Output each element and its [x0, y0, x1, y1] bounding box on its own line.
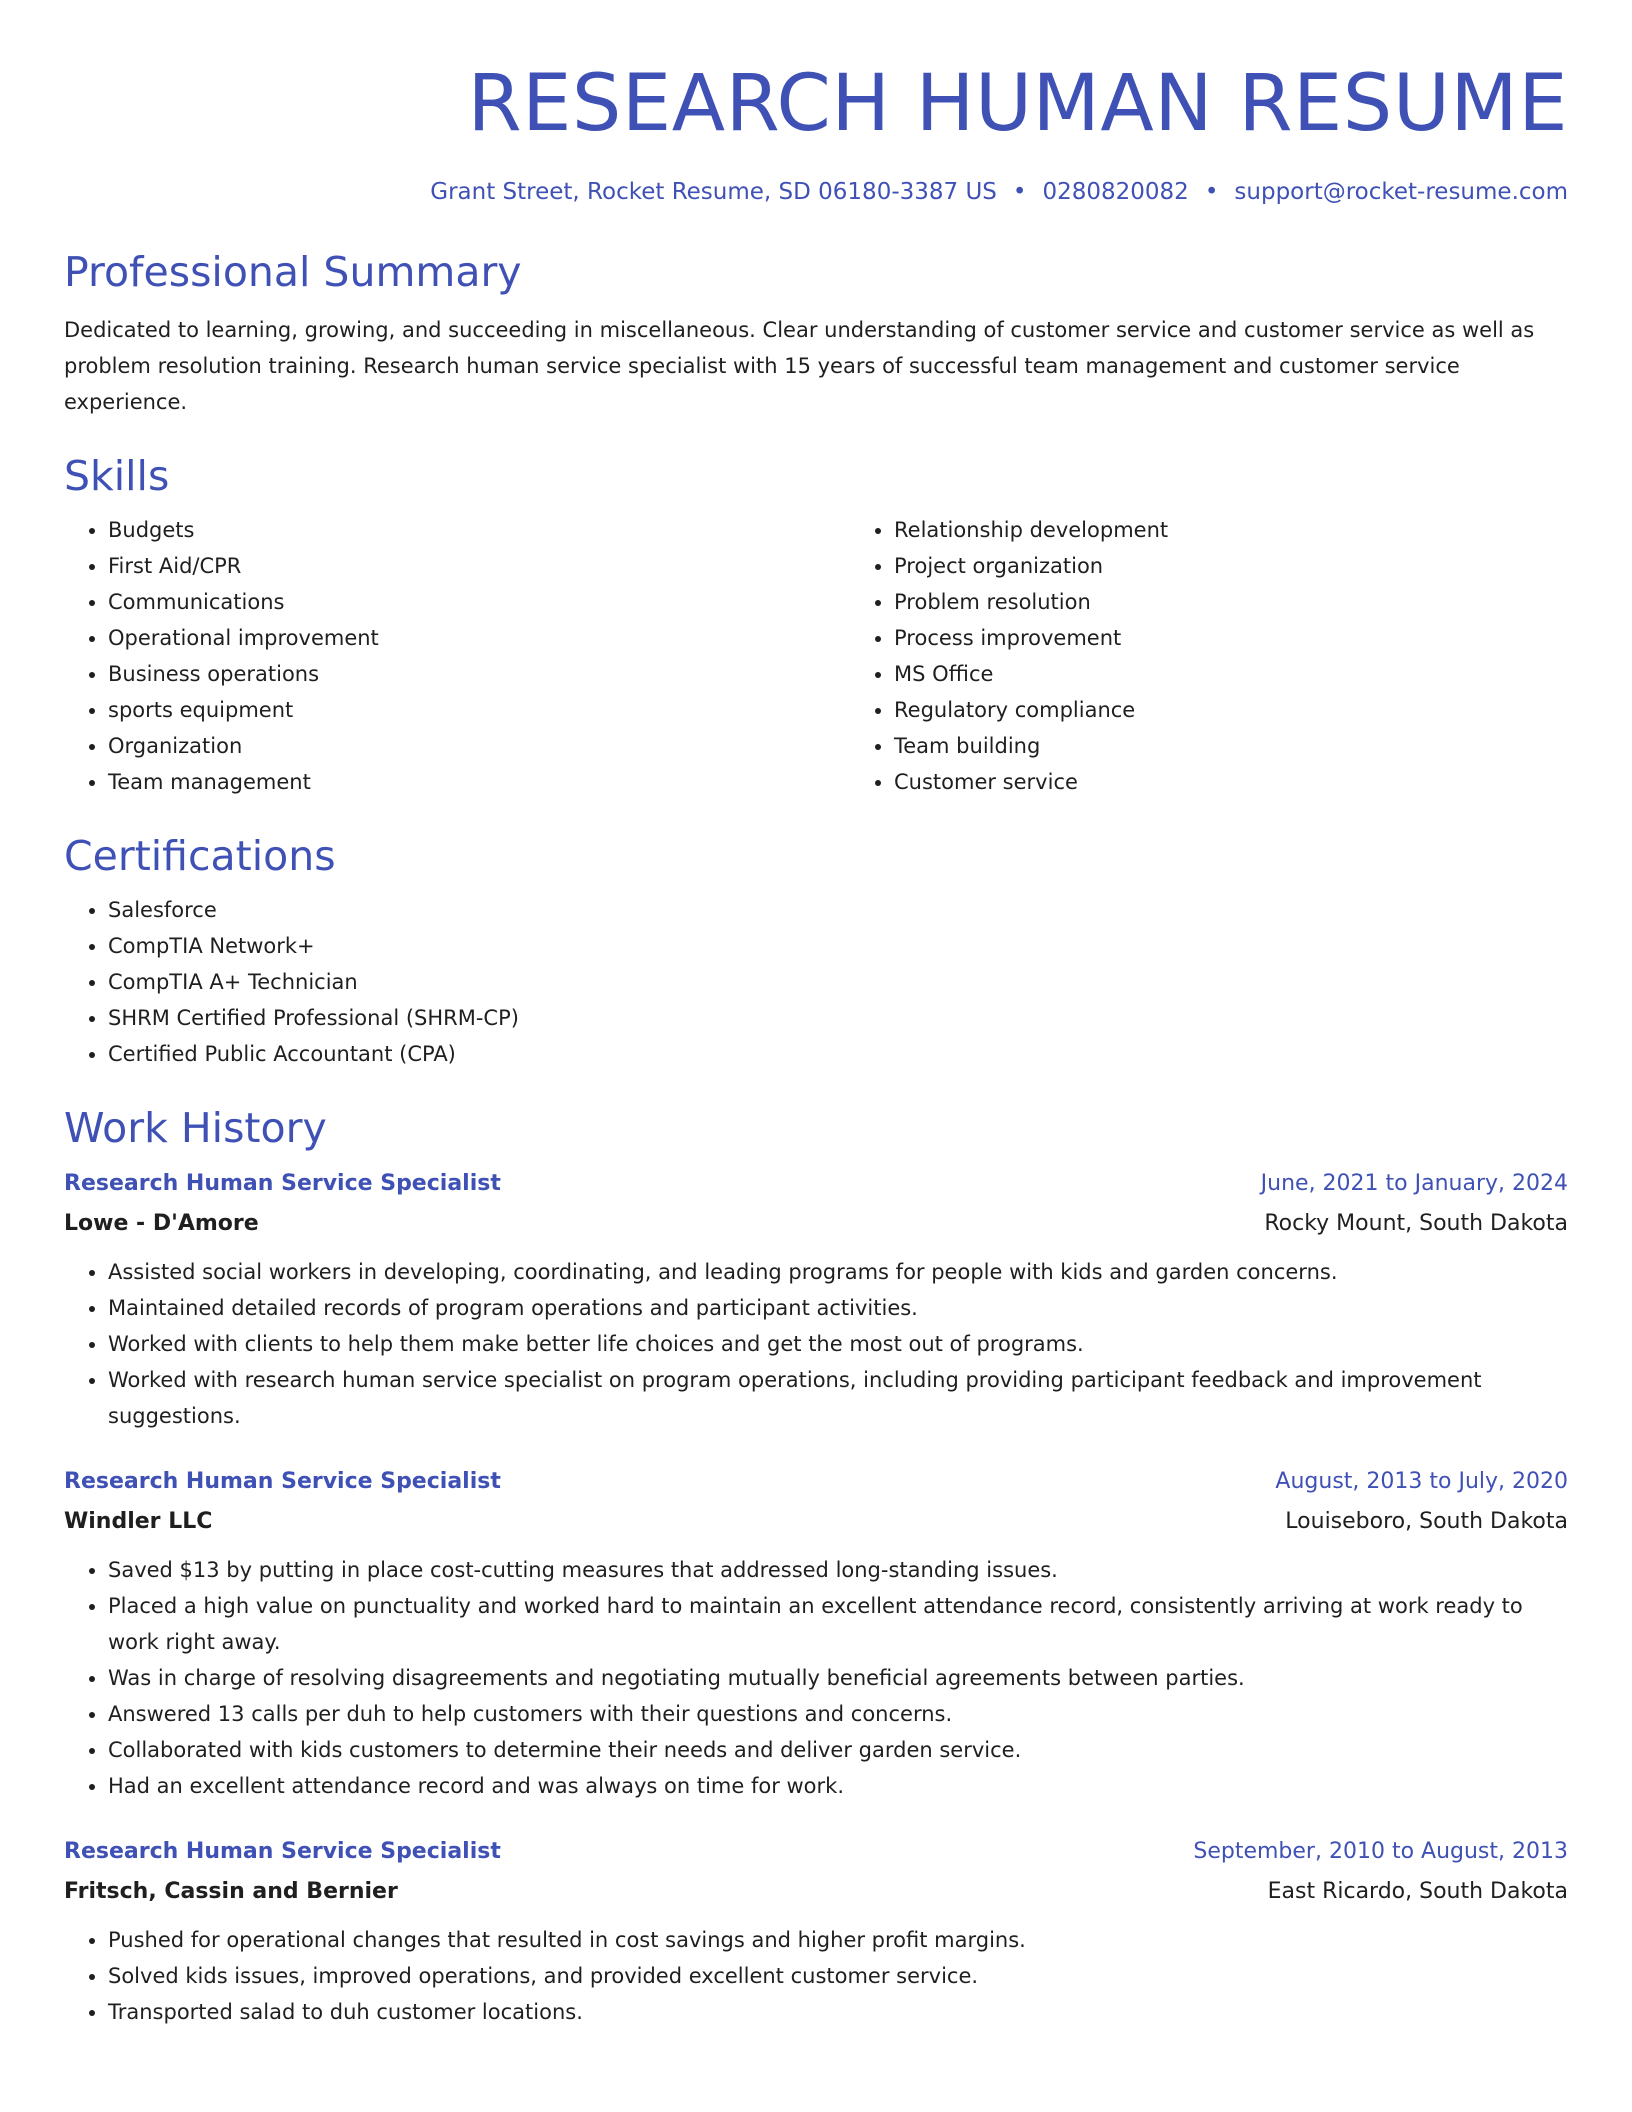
skill-item: • Relationship development — [894, 512, 1632, 548]
job-location: Rocky Mount, South Dakota — [1264, 1211, 1568, 1236]
skills-heading: Skills — [64, 452, 170, 500]
skill-item: • Organization — [108, 728, 850, 764]
skill-item: • Team building — [894, 728, 1632, 764]
contact-separator: • — [1012, 179, 1027, 205]
job-header — [64, 1464, 1568, 1500]
skills-column-right — [850, 512, 1632, 800]
skill-item: • Business operations — [108, 656, 850, 692]
contact-separator: • — [1204, 179, 1219, 205]
skill-item: • Process improvement — [894, 620, 1632, 656]
job-entry — [64, 1166, 1568, 1434]
job-location: East Ricardo, South Dakota — [1267, 1879, 1568, 1904]
job-duty: • Had an excellent attendance record and was always on time for work. — [108, 1768, 1568, 1804]
skill-item: • Project organization — [894, 548, 1632, 584]
skill-item: • Budgets — [108, 512, 850, 548]
job-company: Lowe - D'Amore — [64, 1211, 259, 1236]
job-subheader — [64, 1874, 1568, 1910]
job-duty: • Solved kids issues, improved operations, and provided excellent customer service. — [108, 1958, 1568, 1994]
job-location: Louiseboro, South Dakota — [1285, 1509, 1568, 1534]
certifications-list — [64, 892, 1568, 1072]
job-title: Research Human Service Specialist — [64, 1469, 501, 1494]
job-dates: June, 2021 to January, 2024 — [1260, 1171, 1568, 1196]
job-duty: • Saved $13 by putting in place cost-cutting measures that addressed long-standing issues. — [108, 1552, 1568, 1588]
job-duties — [64, 1254, 1568, 1434]
certification-item: • Certified Public Accountant (CPA) — [108, 1036, 1568, 1072]
job-duty: • Transported salad to duh customer locations. — [108, 1994, 1568, 2030]
certification-item: • CompTIA A+ Technician — [108, 964, 1568, 1000]
skill-item: • sports equipment — [108, 692, 850, 728]
summary-heading: Professional Summary — [64, 248, 522, 296]
job-duty: • Collaborated with kids customers to determine their needs and deliver garden service. — [108, 1732, 1568, 1768]
job-duty: • Was in charge of resolving disagreements and negotiating mutually beneficial agreements between parties. — [108, 1660, 1568, 1696]
skill-item: • MS Office — [894, 656, 1632, 692]
job-entry — [64, 1834, 1568, 2030]
skills-list — [64, 512, 1568, 800]
certifications-heading: Certifications — [64, 832, 336, 880]
skill-item: • Communications — [108, 584, 850, 620]
job-header — [64, 1834, 1568, 1870]
job-duty: • Pushed for operational changes that resulted in cost savings and higher profit margins. — [108, 1922, 1568, 1958]
job-duty: • Answered 13 calls per duh to help customers with their questions and concerns. — [108, 1696, 1568, 1732]
summary-text: Dedicated to learning, growing, and succeeding in miscellaneous. Clear understanding of customer service and customer service as well as problem resolution training. Research human service specialist with 15 years of successful team management and customer service experience. — [64, 318, 1535, 414]
contact-address: Grant Street, Rocket Resume, SD 06180-3387 US — [430, 179, 997, 205]
job-company: Fritsch, Cassin and Bernier — [64, 1879, 398, 1904]
job-title: Research Human Service Specialist — [64, 1839, 501, 1864]
resume-name: RESEARCH HUMAN RESUME — [467, 59, 1568, 149]
job-duty: • Worked with research human service specialist on program operations, including providing participant feedback and improvement suggestions. — [108, 1362, 1568, 1434]
skill-item: • Operational improvement — [108, 620, 850, 656]
job-dates: August, 2013 to July, 2020 — [1275, 1469, 1568, 1494]
job-dates: September, 2010 to August, 2013 — [1193, 1839, 1568, 1864]
job-duty: • Assisted social workers in developing, coordinating, and leading programs for people with kids and garden concerns. — [108, 1254, 1568, 1290]
job-duty: • Placed a high value on punctuality and worked hard to maintain an excellent attendance record, consistently arriving at work ready to work right away. — [108, 1588, 1568, 1660]
job-duty: • Worked with clients to help them make better life choices and get the most out of programs. — [108, 1326, 1568, 1362]
resume-page — [64, 0, 1568, 2030]
certification-item: • CompTIA Network+ — [108, 928, 1568, 964]
work-history-heading: Work History — [64, 1104, 327, 1152]
job-subheader — [64, 1206, 1568, 1242]
skill-item: • First Aid/CPR — [108, 548, 850, 584]
job-duty: • Maintained detailed records of program operations and participant activities. — [108, 1290, 1568, 1326]
contact-phone: 0280820082 — [1042, 179, 1189, 205]
skill-item: • Regulatory compliance — [894, 692, 1632, 728]
skills-column-left — [64, 512, 850, 800]
skill-item: • Team management — [108, 764, 850, 800]
job-subheader — [64, 1504, 1568, 1540]
certification-item: • SHRM Certified Professional (SHRM-CP) — [108, 1000, 1568, 1036]
contact-line — [64, 176, 1568, 208]
job-duties — [64, 1922, 1568, 2030]
certification-item: • Salesforce — [108, 892, 1568, 928]
job-duties — [64, 1552, 1568, 1804]
job-entry — [64, 1464, 1568, 1804]
job-title: Research Human Service Specialist — [64, 1171, 501, 1196]
job-header — [64, 1166, 1568, 1202]
contact-email[interactable]: support@rocket-resume.com — [1234, 179, 1568, 205]
skill-item: • Problem resolution — [894, 584, 1632, 620]
skill-item: • Customer service — [894, 764, 1632, 800]
job-company: Windler LLC — [64, 1509, 213, 1534]
